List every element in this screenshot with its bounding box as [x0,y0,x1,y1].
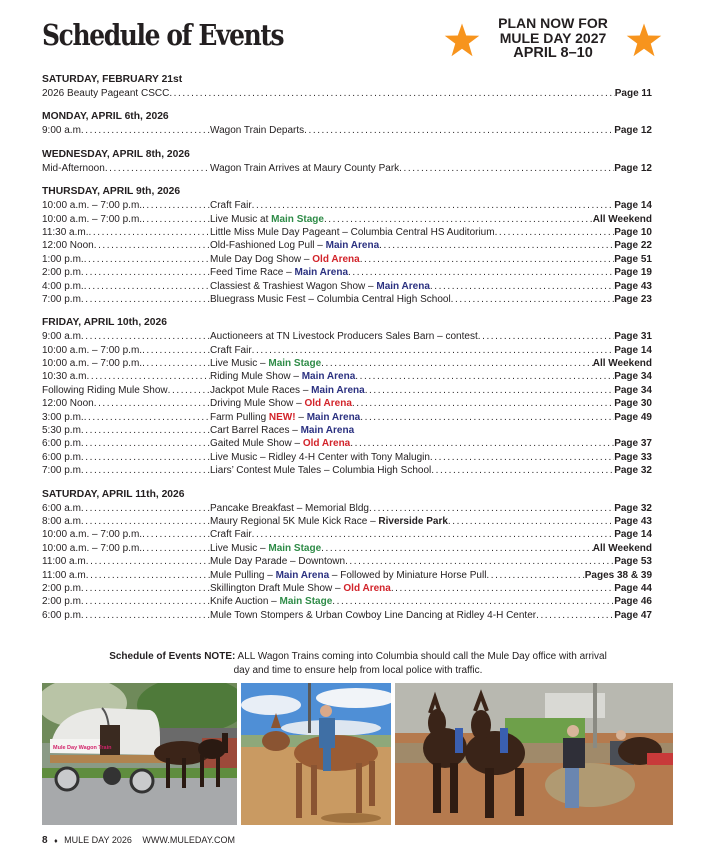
promo-text [484,16,622,61]
event-row [42,542,652,555]
dot-leader [352,397,614,410]
event-text: Mule Day Dog Show – [210,253,313,265]
event-location-highlight: Old Arena [312,253,360,265]
event-text: Riding Mule Show – [210,371,302,383]
dot-leader [350,437,614,450]
event-time: Mid-Afternoon [42,162,105,174]
day-section [42,488,652,623]
event-time: 4:00 p.m. [42,280,84,292]
event-row [42,124,652,137]
event-time-column [42,253,210,266]
event-text: – [295,411,307,423]
dot-leader [252,528,615,541]
event-time: 2:00 p.m [42,596,81,608]
event-row [42,213,652,226]
dot-leader [399,162,614,175]
event-location-highlight: Main Arena [275,569,330,581]
event-text: Wagon Train Departs [210,125,305,137]
event-time: 12:00 Noon [42,240,94,252]
event-page-ref[interactable]: Page 30 [614,398,652,410]
dot-leader [142,213,210,226]
event-time-column [42,124,210,137]
schedule-note [100,650,616,677]
event-description [210,437,350,450]
event-row [42,280,652,293]
event-row [42,87,652,100]
event-description [210,464,431,477]
event-time-column [42,411,210,424]
dot-leader [94,397,210,410]
dot-leader [365,384,614,397]
event-time: 11:00 a.m [42,569,86,581]
event-text: Bluegrass Music Fest – Columbia Central High School [210,293,451,305]
event-time: 6:00 p.m [42,438,81,450]
dot-leader [379,239,614,252]
event-text: Cart Barrel Races – [210,425,301,437]
event-page-ref[interactable]: Page 47 [614,609,652,621]
dot-leader [252,199,615,212]
event-text: Knife Auction – [210,596,280,608]
event-description [210,199,252,212]
event-time: 10:00 a.m. – 7:00 p.m. [42,200,143,212]
day-section [42,110,652,137]
event-text: Old-Fashioned Log Pull – [210,240,326,252]
dot-leader [169,87,614,100]
day-section [42,148,652,175]
event-row [42,411,652,424]
dot-leader [86,370,210,383]
plan-now-promo [444,14,662,70]
dot-leader [495,226,615,239]
event-text: Live Music – [210,358,269,370]
event-row [42,451,652,464]
event-description [210,542,321,555]
event-page-ref[interactable]: Page 22 [614,240,652,252]
event-time-column [42,555,210,568]
event-description [210,528,252,541]
event-time-column [42,528,210,541]
dot-leader [81,437,210,450]
event-text: Craft Fair [210,200,252,212]
event-row [42,293,652,306]
event-description [210,330,478,343]
event-time: 2:00 p.m [42,582,81,594]
dot-leader [84,253,210,266]
dot-leader [84,280,210,293]
event-time: 10:00 a.m. – 7:00 p.m. [42,213,143,225]
event-text: Craft Fair [210,529,252,541]
event-text: Pancake Breakfast – Memorial Bldg [210,502,369,514]
event-text: Mule Pulling – [210,569,276,581]
event-text: Gaited Mule Show – [210,438,303,450]
event-time-column [42,502,210,515]
event-page-ref[interactable]: Page 51 [614,253,652,265]
photo-mule-team-log-pull [395,683,673,825]
event-time-column [42,451,210,464]
dot-leader [448,515,614,528]
event-row [42,370,652,383]
event-page-ref[interactable]: Page 44 [614,582,652,594]
event-row [42,357,652,370]
event-description [210,609,536,622]
dot-leader [81,502,210,515]
event-location-highlight: Main Arena [306,411,361,423]
dot-leader [81,451,210,464]
event-row [42,582,652,595]
event-text: Jackpot Mule Races – [210,384,312,396]
dot-leader [94,239,210,252]
event-location-highlight: Main Stage [279,596,333,608]
note-label: Schedule of Events NOTE: [109,651,236,662]
event-description [210,162,399,175]
event-row [42,253,652,266]
event-row [42,239,652,252]
dot-leader [348,266,614,279]
event-page-ref[interactable]: Page 31 [614,331,652,343]
event-text: Driving Mule Show – [210,398,305,410]
event-page-ref[interactable]: Page 14 [614,200,652,212]
event-description [210,280,430,293]
day-heading: THURSDAY, APRIL 9th, 2026 [42,186,181,198]
dot-leader [81,124,210,137]
event-location-highlight: Old Arena [302,438,351,450]
star-icon [626,22,662,58]
event-time-column [42,609,210,622]
dot-leader [430,451,614,464]
event-row [42,162,652,175]
event-page-ref[interactable]: Page 34 [614,371,652,383]
dot-leader [81,464,210,477]
event-row [42,569,652,582]
dot-leader [81,595,210,608]
wagon-sign: Mule Day Wagon Train [53,745,112,751]
event-location-highlight: Main Stage [268,542,322,554]
event-description [210,569,486,582]
dot-leader [142,344,210,357]
event-time: 7:00 p.m [42,293,81,305]
event-description [210,266,348,279]
event-row [42,330,652,343]
promo-line-2: MULE DAY 2027 [499,30,607,46]
event-row [42,424,652,437]
dot-leader [81,293,210,306]
dot-leader [142,542,210,555]
event-time: 11:00 a.m [42,556,86,568]
dot-leader [81,515,210,528]
event-time-column [42,213,210,226]
dot-leader [168,384,210,397]
event-time: 11:30 a.m. [42,226,89,238]
day-section [42,316,652,477]
dot-leader [369,502,614,515]
day-heading: MONDAY, APRIL 6th, 2026 [42,111,169,123]
event-page-ref[interactable]: Page 10 [614,226,652,238]
event-description [210,226,495,239]
star-icon [444,22,480,58]
dot-leader [81,266,210,279]
event-time-column [42,464,210,477]
event-time: 1:00 p.m. [42,253,84,265]
event-location-highlight: Main Arena [325,240,380,252]
day-section [42,73,652,100]
event-page-ref[interactable]: Page 19 [614,267,652,279]
event-time-column [42,569,210,582]
note-text: ALL Wagon Trains coming into Columbia should call the Mule Day office with arrival day and time to ensure help from local police with traffic. [233,651,607,676]
event-time: 2:00 p.m [42,267,81,279]
event-description [210,344,252,357]
event-time: 3:00 p.m. [42,411,84,423]
event-time-column [42,542,210,555]
event-location-highlight: Main Arena [311,384,365,396]
event-page-ref[interactable]: Page 14 [614,344,652,356]
dot-leader [86,555,210,568]
event-time-column [42,357,210,370]
dot-leader [478,330,614,343]
event-time: 6:00 p.m [42,609,81,621]
event-description [210,555,345,568]
event-page-ref[interactable]: Page 12 [614,125,652,137]
event-description [210,411,360,424]
event-time: 9:00 a.m [42,331,81,343]
event-row [42,199,652,212]
dot-leader [81,609,210,622]
event-text: Auctioneers at TN Livestock Producers Sales Barn – contest [210,331,478,343]
event-location-highlight: Riverside Park [378,515,448,527]
dot-leader [536,609,614,622]
event-text: Little Miss Mule Day Pageant – Columbia Central HS Auditorium [210,226,495,238]
dot-leader [430,280,614,293]
event-page-ref[interactable]: Page 23 [614,293,652,305]
event-page-ref[interactable]: Page 53 [614,556,652,568]
dot-leader [332,595,614,608]
event-time-column [42,437,210,450]
event-time: 10:00 a.m. – 7:00 p.m. [42,529,143,541]
event-time-column [42,199,210,212]
event-time-column [42,293,210,306]
event-row [42,344,652,357]
event-time: 9:00 a.m [42,125,81,137]
page-number: 8 [42,835,48,846]
event-page-ref[interactable]: Pages 38 & 39 [584,569,652,581]
event-time-column [42,370,210,383]
event-text: Live Music – [210,542,269,554]
event-time-column [42,595,210,608]
event-description [210,213,324,226]
dot-leader [486,569,584,582]
event-description [210,582,391,595]
event-text: Liars’ Contest Mule Tales – Columbia High School [210,465,432,477]
event-time: 10:00 a.m. – 7:00 p.m. [42,542,143,554]
day-heading: WEDNESDAY, APRIL 8th, 2026 [42,148,190,160]
event-time-column [42,384,210,397]
dot-leader [431,464,614,477]
event-location-highlight: Old Arena [343,582,391,594]
dot-leader [321,542,593,555]
event-page-ref[interactable]: Page 37 [614,438,652,450]
event-description [210,370,355,383]
event-location-highlight: Old Arena [304,398,352,410]
event-page-ref[interactable]: All Weekend [592,542,652,554]
event-description [210,515,448,528]
dot-leader [84,411,210,424]
event-time-column [42,344,210,357]
photo-rider-on-mule [241,683,391,825]
event-row [42,384,652,397]
event-row [42,515,652,528]
event-page-ref[interactable]: Page 46 [614,596,652,608]
dot-leader [89,226,210,239]
event-time-column [42,397,210,410]
dot-leader [252,344,615,357]
event-description [210,451,430,464]
event-description [210,384,365,397]
event-text: Farm Pulling [210,411,269,423]
event-text: Mule Town Stompers & Urban Cowboy Line Dancing at Ridley 4-H Center [210,609,537,621]
dot-leader [345,555,614,568]
event-text: Wagon Train Arrives at Maury County Park [210,162,400,174]
dot-leader [105,162,210,175]
event-location-highlight: Main Arena [301,371,356,383]
event-text: Mule Day Parade – Downtown [210,556,346,568]
event-time-column [42,515,210,528]
page-footer [42,834,235,848]
dot-leader [81,424,210,437]
event-text: Live Music – Ridley 4-H Center with Tony Malugin [210,451,430,463]
event-time: 8:00 a.m [42,515,81,527]
event-text: Feed Time Race – [210,267,295,279]
event-description [210,239,379,252]
event-time: 5:30 p.m [42,425,81,437]
dot-leader [142,199,210,212]
promo-line-1: PLAN NOW FOR [498,15,608,31]
event-time: 10:30 a.m [42,371,87,383]
event-time: 10:00 a.m. – 7:00 p.m. [42,344,143,356]
event-location-highlight: NEW! [268,411,296,423]
dot-leader [451,293,615,306]
day-heading: FRIDAY, APRIL 10th, 2026 [42,317,167,329]
event-description [210,124,304,137]
event-page-ref[interactable]: Page 14 [614,529,652,541]
dot-leader [360,253,614,266]
event-time: 6:00 p.m [42,451,81,463]
event-time-column [42,226,210,239]
dot-leader [321,357,593,370]
event-text: 2026 Beauty Pageant CSCC [42,88,170,99]
publication-name: MULE DAY 2026 [64,835,132,845]
event-page-ref[interactable]: Page 11 [614,88,652,99]
event-row [42,437,652,450]
dot-leader [86,569,210,582]
dot-leader [324,213,593,226]
event-text: Skillington Draft Mule Show – [210,582,344,594]
event-text: Live Music at [210,213,272,225]
dot-leader [81,582,210,595]
event-page-ref[interactable]: Page 43 [614,515,652,527]
event-row [42,555,652,568]
event-row [42,528,652,541]
event-location-highlight: Main Arena [300,425,355,437]
event-row [42,595,652,608]
event-time: 12:00 Noon [42,398,94,410]
event-row [42,226,652,239]
diamond-bullet-icon: ♦ [54,838,58,845]
dot-leader [142,528,210,541]
event-description [210,595,332,608]
event-page-ref[interactable]: Page 33 [614,451,652,463]
event-row [42,266,652,279]
event-row [42,464,652,477]
dot-leader [304,124,614,137]
promo-line-3: APRIL 8–10 [513,45,593,61]
event-text: Maury Regional 5K Mule Kick Race – [210,515,379,527]
event-time-column [42,582,210,595]
event-location-highlight: Main Arena [376,280,430,292]
event-location-highlight: Main Arena [294,267,349,279]
day-heading: SATURDAY, APRIL 11th, 2026 [42,488,185,500]
event-page-ref[interactable]: Page 49 [614,411,652,423]
dot-leader [355,370,614,383]
event-text: Classiest & Trashiest Wagon Show – [210,280,377,292]
website-link[interactable]: WWW.MULEDAY.COM [142,835,236,845]
event-time-column [42,280,210,293]
event-time-column [42,239,210,252]
event-row [42,397,652,410]
event-description [210,253,360,266]
event-page-ref[interactable]: Page 32 [614,465,652,477]
event-text: – Followed by Miniature Horse Pull [329,569,487,581]
event-location-highlight: Main Stage [268,358,322,370]
event-time-column [42,162,210,175]
event-location-highlight: Main Stage [271,213,324,225]
event-page-ref[interactable]: All Weekend [592,358,652,370]
event-row [42,502,652,515]
event-time-column [42,424,210,437]
day-heading: SATURDAY, FEBRUARY 21st [42,74,183,85]
event-time-column [42,266,210,279]
event-text: Craft Fair [210,344,252,356]
event-page-ref[interactable]: Page 43 [614,280,652,292]
event-page-ref[interactable]: Page 32 [614,502,652,514]
event-description [210,424,354,437]
event-time: 6:00 a.m [42,502,81,514]
event-description [210,502,369,515]
event-description [210,357,321,370]
day-section [42,185,652,306]
event-description [42,87,169,100]
photo-covered-wagon [42,683,237,825]
dot-leader [142,357,210,370]
event-time: Following Riding Mule Show [42,384,168,396]
page-title: Schedule of Events [42,18,284,52]
dot-leader [360,411,614,424]
event-page-ref[interactable]: Page 12 [614,162,652,174]
event-time-column [42,330,210,343]
schedule-list [42,73,652,632]
event-description [210,293,451,306]
dot-leader [81,330,210,343]
event-time: 10:00 a.m. – 7:00 p.m. [42,358,143,370]
event-time: 7:00 p.m [42,465,81,477]
event-page-ref[interactable]: All Weekend [592,213,652,225]
event-row [42,609,652,622]
dot-leader [391,582,614,595]
event-description [210,397,352,410]
event-page-ref[interactable]: Page 34 [614,384,652,396]
